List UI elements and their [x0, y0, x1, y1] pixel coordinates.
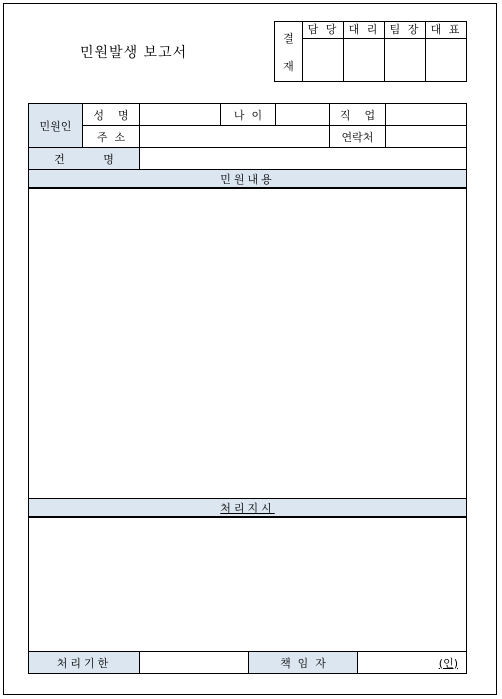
contact-field[interactable]	[386, 126, 466, 147]
instruction-header: 처리지시	[29, 498, 466, 518]
approval-table	[274, 21, 467, 82]
approval-col-ceo	[426, 22, 466, 81]
name-field[interactable]	[140, 104, 220, 125]
approval-col-assistant-manager	[344, 22, 385, 81]
approval-label-bottom: 재	[283, 59, 294, 73]
document-title: 민원발생 보고서	[80, 45, 188, 61]
address-label: 주 소	[96, 130, 126, 144]
case-label: 건 명	[29, 148, 139, 169]
instruction-body[interactable]	[29, 519, 466, 651]
age-label: 나 이	[233, 108, 263, 122]
deadline-field[interactable]	[140, 652, 248, 673]
contact-label: 연락처	[341, 130, 374, 144]
name-label: 성 명	[93, 108, 129, 122]
approval-col-staff	[303, 22, 344, 81]
content-header: 민원내용	[29, 169, 466, 189]
report-form	[28, 103, 467, 674]
approval-col-team-leader	[385, 22, 426, 81]
job-field[interactable]	[386, 104, 466, 125]
approval-head-assistant-manager: 대 리	[344, 22, 384, 39]
responsible-field	[358, 652, 466, 673]
content-body[interactable]	[29, 190, 466, 497]
responsible-label: 책 임 자	[249, 652, 357, 673]
case-field[interactable]	[140, 148, 466, 169]
deadline-label: 처리기한	[29, 652, 139, 673]
complainant-group-label: 민원인	[29, 104, 82, 147]
approval-head-staff: 담 당	[303, 22, 343, 39]
job-label: 직 업	[339, 108, 376, 122]
age-field[interactable]	[276, 104, 329, 125]
seal-label: (인)	[438, 656, 458, 670]
approval-head-ceo: 대 표	[426, 22, 466, 39]
approval-label	[275, 22, 303, 81]
approval-label-top: 결	[283, 31, 294, 45]
approval-head-team-leader: 팀 장	[385, 22, 425, 39]
address-field[interactable]	[140, 126, 329, 147]
